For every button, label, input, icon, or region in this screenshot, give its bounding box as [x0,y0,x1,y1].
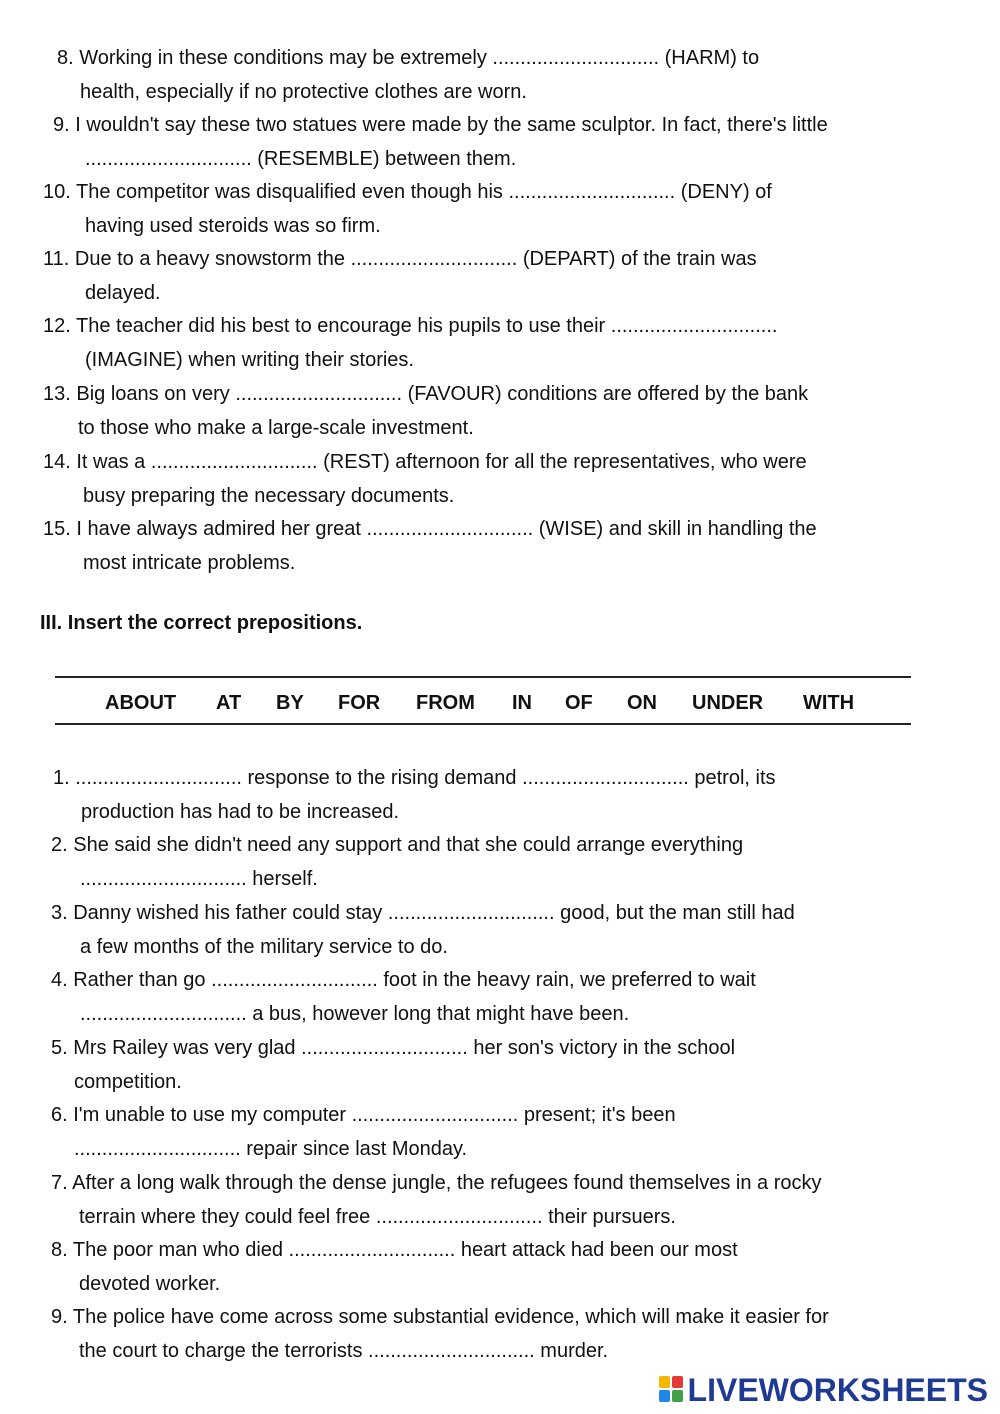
item-line: having used steroids was so firm. [85,215,381,237]
item-line: 6. I'm unable to use my computer .............................. present; it's been [51,1104,676,1126]
item-line: .............................. repair since last Monday. [74,1138,468,1160]
item-line: 9. I wouldn't say these two statues were made by the same sculptor. In fact, there's little [53,114,828,136]
exercise-item-12 [43,309,777,377]
item-line: .............................. a bus, however long that might have been. [80,1003,630,1025]
word-box-bottom-rule [55,723,911,725]
item-line: terrain where they could feel free .............................. their pursuers. [79,1206,676,1228]
exercise-item-4 [51,963,756,1031]
item-line: 13. Big loans on very .............................. (FAVOUR) conditions are offered by the bank [43,383,809,405]
item-line: .............................. herself. [80,868,318,890]
item-line: 2. She said she didn't need any support and that she could arrange everything [51,834,744,856]
word-box-word: OF [565,692,593,714]
exercise-item-6 [51,1098,676,1166]
item-line: .............................. (RESEMBLE) between them. [85,148,517,170]
item-line: 11. Due to a heavy snowstorm the .............................. (DEPART) of the train was [43,248,757,270]
word-box-word: FOR [338,692,381,714]
item-line: 1. .............................. response to the rising demand .............................. petrol, its [53,767,776,789]
word-box-word: ON [627,692,657,714]
word-box-word: ABOUT [105,692,177,714]
exercise-item-9b [51,1300,829,1368]
exercise-item-8 [57,41,759,109]
item-line: 9. The police have come across some substantial evidence, which will make it easier for [51,1306,829,1328]
item-line: 14. It was a .............................. (REST) afternoon for all the representatives, who were [43,451,807,473]
item-line: 4. Rather than go .............................. foot in the heavy rain, we preferred to wait [51,969,756,991]
item-line: a few months of the military service to do. [80,936,448,958]
logo-text: LIVEWORKSHEETS [687,1371,988,1408]
word-box-word: FROM [416,692,475,714]
word-box [55,686,911,720]
word-box-word: AT [216,692,242,714]
exercise-item-9 [53,108,828,176]
exercise-item-1 [53,761,776,829]
exercise-item-8b [51,1233,738,1301]
item-line: the court to charge the terrorists .............................. murder. [79,1340,609,1362]
item-line: delayed. [85,282,161,304]
item-line: 8. The poor man who died .............................. heart attack had been our most [51,1239,738,1261]
word-box-word: UNDER [692,692,764,714]
item-line: 15. I have always admired her great .............................. (WISE) and skill in handling the [43,518,817,540]
word-box-word: BY [276,692,304,714]
item-line: 5. Mrs Railey was very glad .............................. her son's victory in the school [51,1037,736,1059]
exercise-item-5 [51,1031,735,1099]
exercise-item-15 [43,512,817,580]
word-box-word: WITH [803,692,855,714]
liveworksheets-logo[interactable] [659,1372,988,1408]
item-line: busy preparing the necessary documents. [83,485,455,507]
item-line: 8. Working in these conditions may be extremely .............................. (HARM) to [57,47,760,69]
exercise-item-2 [51,828,743,896]
exercise-item-13 [43,377,808,445]
word-box-top-rule [55,676,911,678]
liveworksheets-logo-icon [659,1376,685,1404]
item-line: production has had to be increased. [81,801,399,823]
item-line: 12. The teacher did his best to encourage his pupils to use their .............................. [43,315,778,337]
item-line: health, especially if no protective clothes are worn. [80,81,527,103]
item-line: 3. Danny wished his father could stay .............................. good, but the man still had [51,902,795,924]
item-line: devoted worker. [79,1273,221,1295]
exercise-item-11 [43,242,757,310]
item-line: to those who make a large-scale investment. [78,417,474,439]
exercise-item-14 [43,445,807,513]
item-line: 7. After a long walk through the dense jungle, the refugees found themselves in a rocky [51,1172,822,1194]
exercise-item-3 [51,896,795,964]
word-box-word: IN [512,692,532,714]
exercise-item-7 [51,1166,821,1234]
item-line: 10. The competitor was disqualified even though his .............................. (DENY) of [43,181,772,203]
exercise-item-10 [43,175,772,243]
item-line: (IMAGINE) when writing their stories. [85,349,414,371]
item-line: competition. [74,1071,182,1093]
item-line: most intricate problems. [83,552,296,574]
section-title: III. Insert the correct prepositions. [40,612,363,634]
